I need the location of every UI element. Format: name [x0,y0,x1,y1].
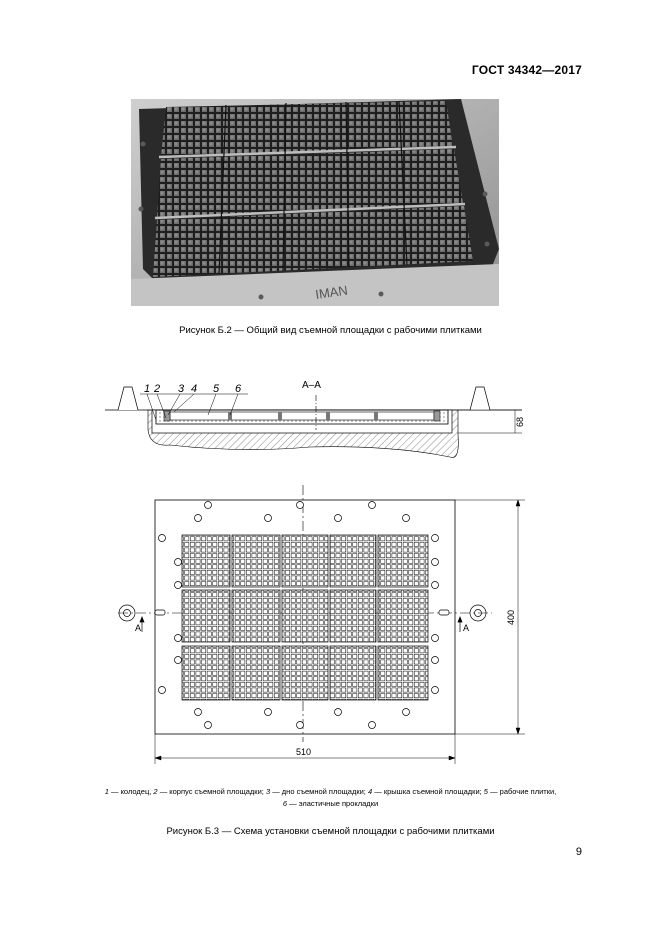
plan-view-diagram [100,480,540,770]
dim-width-510: 510 [296,747,312,757]
callout-3: 3 [178,383,185,395]
legend-num-2: 2 [153,787,158,796]
legend-text-2: — корпус съемной площадки; [159,787,266,796]
legend-text-1: — колодец, [110,787,154,796]
figure-b2-caption: Рисунок Б.2 — Общий вид съемной площадки с рабочими плитками [179,325,482,336]
section-mark-left: А [135,623,142,633]
legend-line-1 [0,786,661,798]
legend-num-4: 4 [367,787,373,796]
legend-num-1: 1 [104,787,109,796]
legend-num-5: 5 [483,787,488,796]
section-drawing [90,375,530,485]
callout-1: 1 [144,383,151,395]
legend-num-6: 6 [282,799,288,808]
page-number: 9 [575,846,582,858]
plan-view-drawing [100,480,540,770]
callout-4: 4 [191,383,198,395]
callout-2: 2 [154,383,161,395]
figure-b3-caption: Рисунок Б.3 — Схема установки съемной площадки с рабочими плитками [166,826,495,837]
platform-photo [131,99,499,306]
section-mark-right: А [463,623,470,633]
legend-num-3: 3 [265,787,271,796]
figure-legend [0,786,661,810]
section-label: А–А [302,380,321,391]
dim-height-68: 68 [515,416,525,427]
section-a-a-diagram [90,375,530,485]
legend-text-6: — эластичные прокладки [289,799,379,808]
callout-5: 5 [213,383,220,395]
document-standard-number: ГОСТ 34342—2017 [471,63,582,77]
legend-text-5: — рабочие плитки, [490,787,557,796]
legend-text-3: — дно съемной площадки; [272,787,368,796]
dim-height-400: 400 [506,609,516,625]
legend-text-4: — крышка съемной площадки; [374,787,484,796]
legend-line-2 [0,798,661,810]
photo-marking-text: IMAN [314,282,349,302]
platform-photo-image [131,99,499,306]
callout-6: 6 [235,383,242,395]
